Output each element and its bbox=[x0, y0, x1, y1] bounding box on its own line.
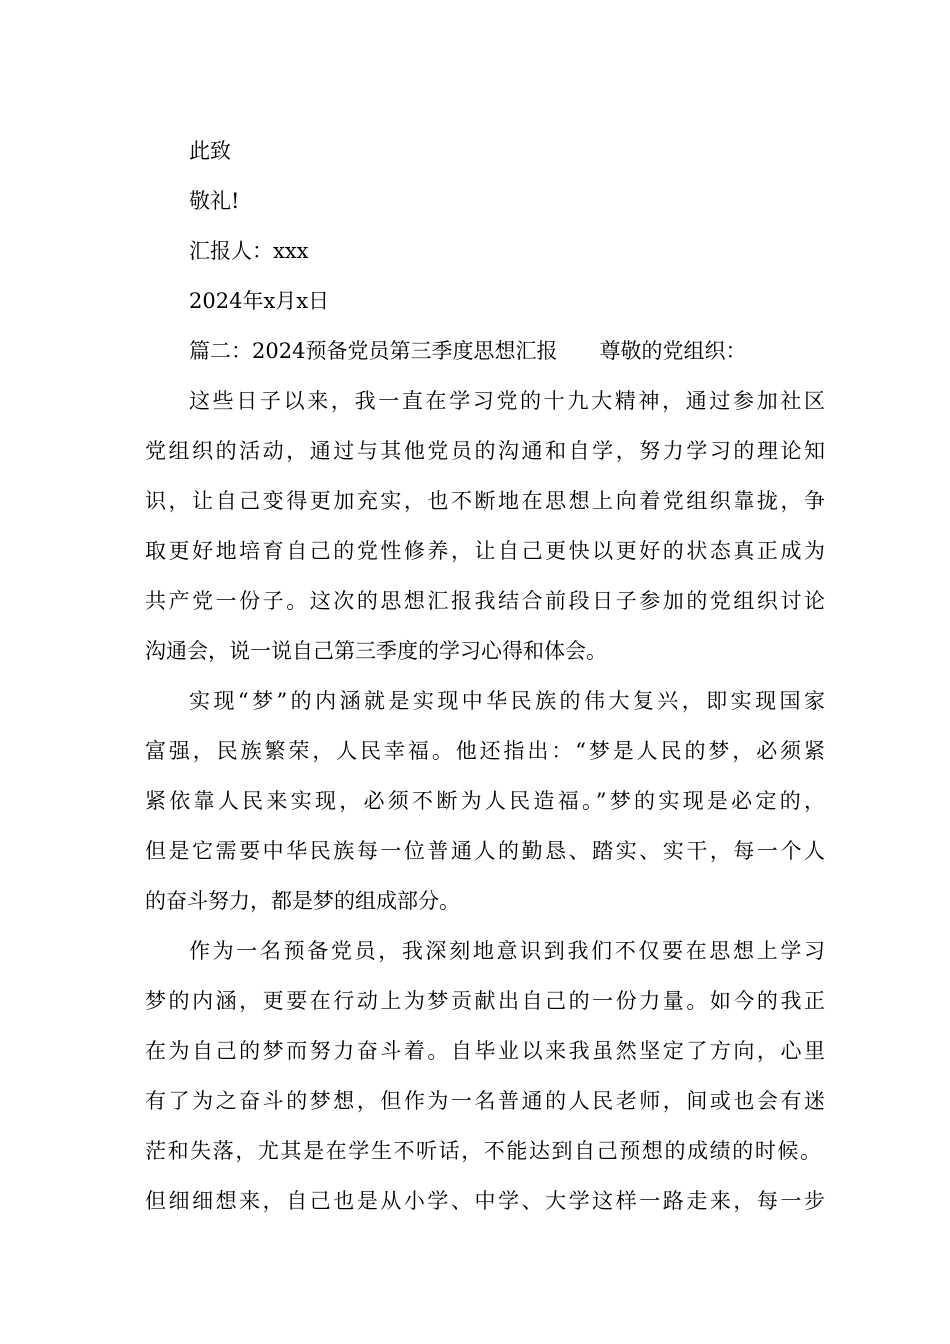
paragraph-line: 作为一名预备党员，我深刻地意识到我们不仅要在思想上学习 bbox=[189, 939, 825, 963]
paragraph-line: 的奋斗努力，都是梦的组成部分。 bbox=[145, 889, 460, 913]
closing-salutation: 此致 bbox=[189, 139, 231, 163]
paragraph-line: 识，让自己变得更加充实，也不断地在思想上向着党组织靠拢，争 bbox=[145, 489, 825, 513]
paragraph-line: 取更好地培育自己的党性修养，让自己更快以更好的状态真正成为 bbox=[145, 539, 825, 563]
paragraph-line: 这些日子以来，我一直在学习党的十九大精神，通过参加社区 bbox=[189, 389, 825, 413]
paragraph-line: 茫和失落，尤其是在学生不听话，不能达到自己预想的成绩的时候。 bbox=[145, 1139, 821, 1163]
paragraph-line: 但细细想来，自己也是从小学、中学、大学这样一路走来，每一步 bbox=[145, 1189, 825, 1213]
reporter-line: 汇报人：xxx bbox=[189, 239, 309, 263]
paragraph-line: 党组织的活动，通过与其他党员的沟通和自学，努力学习的理论知 bbox=[145, 439, 825, 463]
paragraph-line: 沟通会，说一说自己第三季度的学习心得和体会。 bbox=[145, 639, 607, 663]
paragraph-line: 实现“梦”的内涵就是实现中华民族的伟大复兴，即实现国家 bbox=[189, 689, 825, 713]
paragraph-line: 共产党一份子。这次的思想汇报我结合前段日子参加的党组织讨论 bbox=[145, 589, 825, 613]
paragraph-line: 有了为之奋斗的梦想，但作为一名普通的人民老师，间或也会有迷 bbox=[145, 1089, 825, 1113]
report-date: 2024年x月x日 bbox=[189, 289, 330, 313]
paragraph-line: 但是它需要中华民族每一位普通人的勤恳、踏实、实干，每一个人 bbox=[145, 839, 825, 863]
paragraph-line: 富强，民族繁荣，人民幸福。他还指出：“梦是人民的梦，必须紧 bbox=[145, 739, 825, 763]
paragraph-line: 紧依靠人民来实现，必须不断为人民造福。”梦的实现是必定的， bbox=[145, 789, 825, 813]
section-heading: 篇二：2024预备党员第三季度思想汇报 尊敬的党组织： bbox=[189, 339, 747, 363]
closing-respect: 敬礼! bbox=[189, 189, 240, 213]
paragraph-line: 在为自己的梦而努力奋斗着。自毕业以来我虽然坚定了方向，心里 bbox=[145, 1039, 825, 1063]
paragraph-line: 梦的内涵，更要在行动上为梦贡献出自己的一份力量。如今的我正 bbox=[145, 989, 825, 1013]
